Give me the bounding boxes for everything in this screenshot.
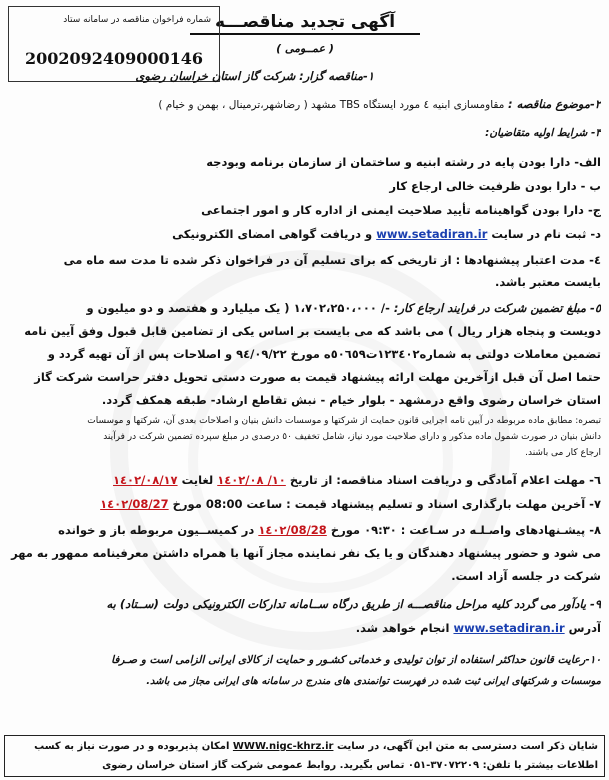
note-line-2: دانش بنیان در صورت شمول ماده مذکور و دارای صلاحیت مورد نیاز، شامل تخفیف ٥٠ درصدی در مبلغ سپرده تضمین شرکت در فرآیند [103, 432, 601, 442]
tender-number-label: شماره فراخوان مناقصه در سامانه ستاد [63, 15, 211, 25]
item-6-date-end: ۱٤۰۲/۰۸/۱۷ [113, 473, 178, 487]
setadiran-address-link[interactable]: www.setadiran.ir [453, 621, 565, 635]
item-4-line-1: ٤- مدت اعتبار پیشنهادها : از تاریخی که برای تسلیم آن در فراخوان ذکر شده تا مدت سه ماه می [63, 253, 601, 267]
footer-pre: شایان ذکر است دسترسی به متن این آگهی، در سایت [336, 741, 598, 752]
item-2-value: مقاومسازی ابنیه ٤ مورد ایستگاه TBS مشهد ( رضاشهر،ترمینال ، بهمن و خیام ) [158, 99, 505, 111]
item-7-pre: ۷- آخرین مهلت بارگذاری اسناد و تسلیم پیشنهاد قیمت : ساعت 08:00 مورخ [172, 497, 601, 511]
item-8-line-1 [8, 520, 601, 540]
condition-a: الف- دارا بودن پایه در رشته ابنیه و ساختمان از سازمان برنامه وبودجه [206, 155, 601, 169]
condition-c: ج- دارا بودن گواهینامه تأیید صلاحیت ایمنی از اداره کار و امور اجتماعی [201, 203, 601, 217]
item-1 [8, 66, 374, 86]
setadiran-link[interactable]: www.setadiran.ir [376, 227, 488, 241]
item-5-line-3: تضمین معاملات دولتی به شماره۱۲۳٤۰۲ت٥٠٦٥٩ه مورخ ۹٤/۰۹/۲۲ و اصلاحات پس از آن تهیه گردد و [47, 347, 601, 361]
item-7 [8, 494, 601, 514]
item-1-label: ۱-مناقصه گزار: [299, 69, 374, 83]
item-5-line-4: حتما اصل آن قبل ازآخرین مهلت ارائه پیشنهاد قیمت به صورت دستی تحویل دفتر حراست شرکت گاز [34, 370, 601, 384]
item-5-label: ٥- مبلغ تضمین شرکت در فرایند ارجاع کار: [393, 301, 601, 315]
item-3-heading: ۳- شرایط اولیه متقاضیان: [485, 127, 601, 139]
item-9-pre: آدرس [568, 621, 601, 635]
item-7-date: ۱٤۰۲/08/27 [100, 497, 169, 511]
nigc-khrz-link[interactable]: WWW.nigc-khrz.ir [232, 741, 334, 752]
footer-line-1 [11, 738, 598, 756]
item-9-line-1: ۹- یادآور می گردد کلیه مراحل مناقصـــه از طریق درگاه ســامانه تدارکات الکترونیکی دولت (ســتاد) به [106, 597, 601, 611]
item-5-amount: -/ ۱،۷۰۲،۲۵۰،۰۰۰ ( یک میلیارد و هفتصد و دو میلیون و [86, 301, 390, 315]
condition-b: ب - دارا بودن ظرفیت خالی ارجاع کار [389, 179, 601, 193]
item-9-line-2 [8, 618, 601, 638]
item-6-mid: لغایت [181, 473, 214, 487]
item-8-pre: ۸- پیشـنهادهای واصـلـه در سـاعت : ۰۹:۳۰ مورخ [330, 523, 601, 537]
item-5-line-5: استان خراسان رضوی واقع درمشهد - بلوار خیام - نبش تقاطع ارشاد- طبقه همکف گردد. [101, 393, 601, 407]
item-8-date: ۱٤۰۲/08/28 [258, 523, 327, 537]
footer-post: امکان پذیربوده و در صورت نیاز به کسب [34, 741, 230, 752]
footer-box [4, 735, 605, 777]
item-8-post: در کمیســیون مربوطه باز و خوانده [58, 523, 255, 537]
footer-line-2: اطلاعات بیشتر با تلفن: ۳۷۰۷۲۲۰۹-۰۵۱ تماس بگیرید. روابط عمومی شرکت گاز استان خراسان رضوی [102, 760, 598, 771]
item-4-line-2: بایست معتبر باشد. [495, 275, 601, 289]
page-subtitle: ( عمــومی ) [276, 42, 334, 55]
page-title: آگهی تجدید مناقصـــه [190, 12, 420, 35]
item-2-label: ۲-موضوع مناقصه : [507, 97, 601, 111]
condition-d-pre: د- ثبت نام در سایت [491, 227, 601, 241]
item-3 [8, 122, 601, 143]
item-6-date-start: ۱۰/ ۱٤۰۲/۰۸ [217, 473, 286, 487]
item-6 [8, 470, 601, 490]
tender-number-value: 2002092409000146 [24, 49, 204, 68]
item-1-value: شرکت گاز استان خراسان رضوی [135, 69, 296, 83]
item-8-line-3: شرکت در جلسه آزاد است. [451, 569, 601, 583]
item-8-line-2: می شود و حضور پیشنهاد دهندگان و یا یک نفر نماینده مجاز آنها با همراه داشتن معرفینامه ممهور به مهر [11, 546, 601, 560]
item-10-line-2: موسسات و شرکتهای ایرانی ثبت شده در فهرست توانمندی های مندرج در سامانه های ایرانی مجاز می باشد. [146, 676, 601, 687]
item-9-post: انجام خواهد شد. [355, 621, 450, 635]
item-5-line-1 [8, 298, 601, 318]
item-6-pre: ٦- مهلت اعلام آمادگی و دریافت اسناد مناقصه: از تاریخ [289, 473, 601, 487]
note-line-1: تبصره: مطابق ماده مربوطه در آیین نامه اجرایی قانون حمایت از شرکتها و موسسات دانش بنیان و اصلاحات بعدی آن، شرکتها و موسسات [87, 416, 601, 426]
item-10-line-1: ۱۰-رعایت قانون حداکثر استفاده از توان تولیدی و خدماتی کشـور و حمایت از کالای ایرانی الزامی است و صـرفا [111, 654, 601, 666]
item-5-line-2: دویست و پنجاه هزار ریال ) می باشد که می بایست بر اساس یکی از تضامین قابل قبول وفق آیین نامه [24, 324, 601, 338]
note-line-3: ارجاع کار می باشند. [525, 448, 601, 458]
item-2 [8, 94, 601, 115]
condition-d [8, 224, 601, 244]
condition-d-post: و دریافت گواهی امضای الکترونیکی [172, 227, 373, 241]
